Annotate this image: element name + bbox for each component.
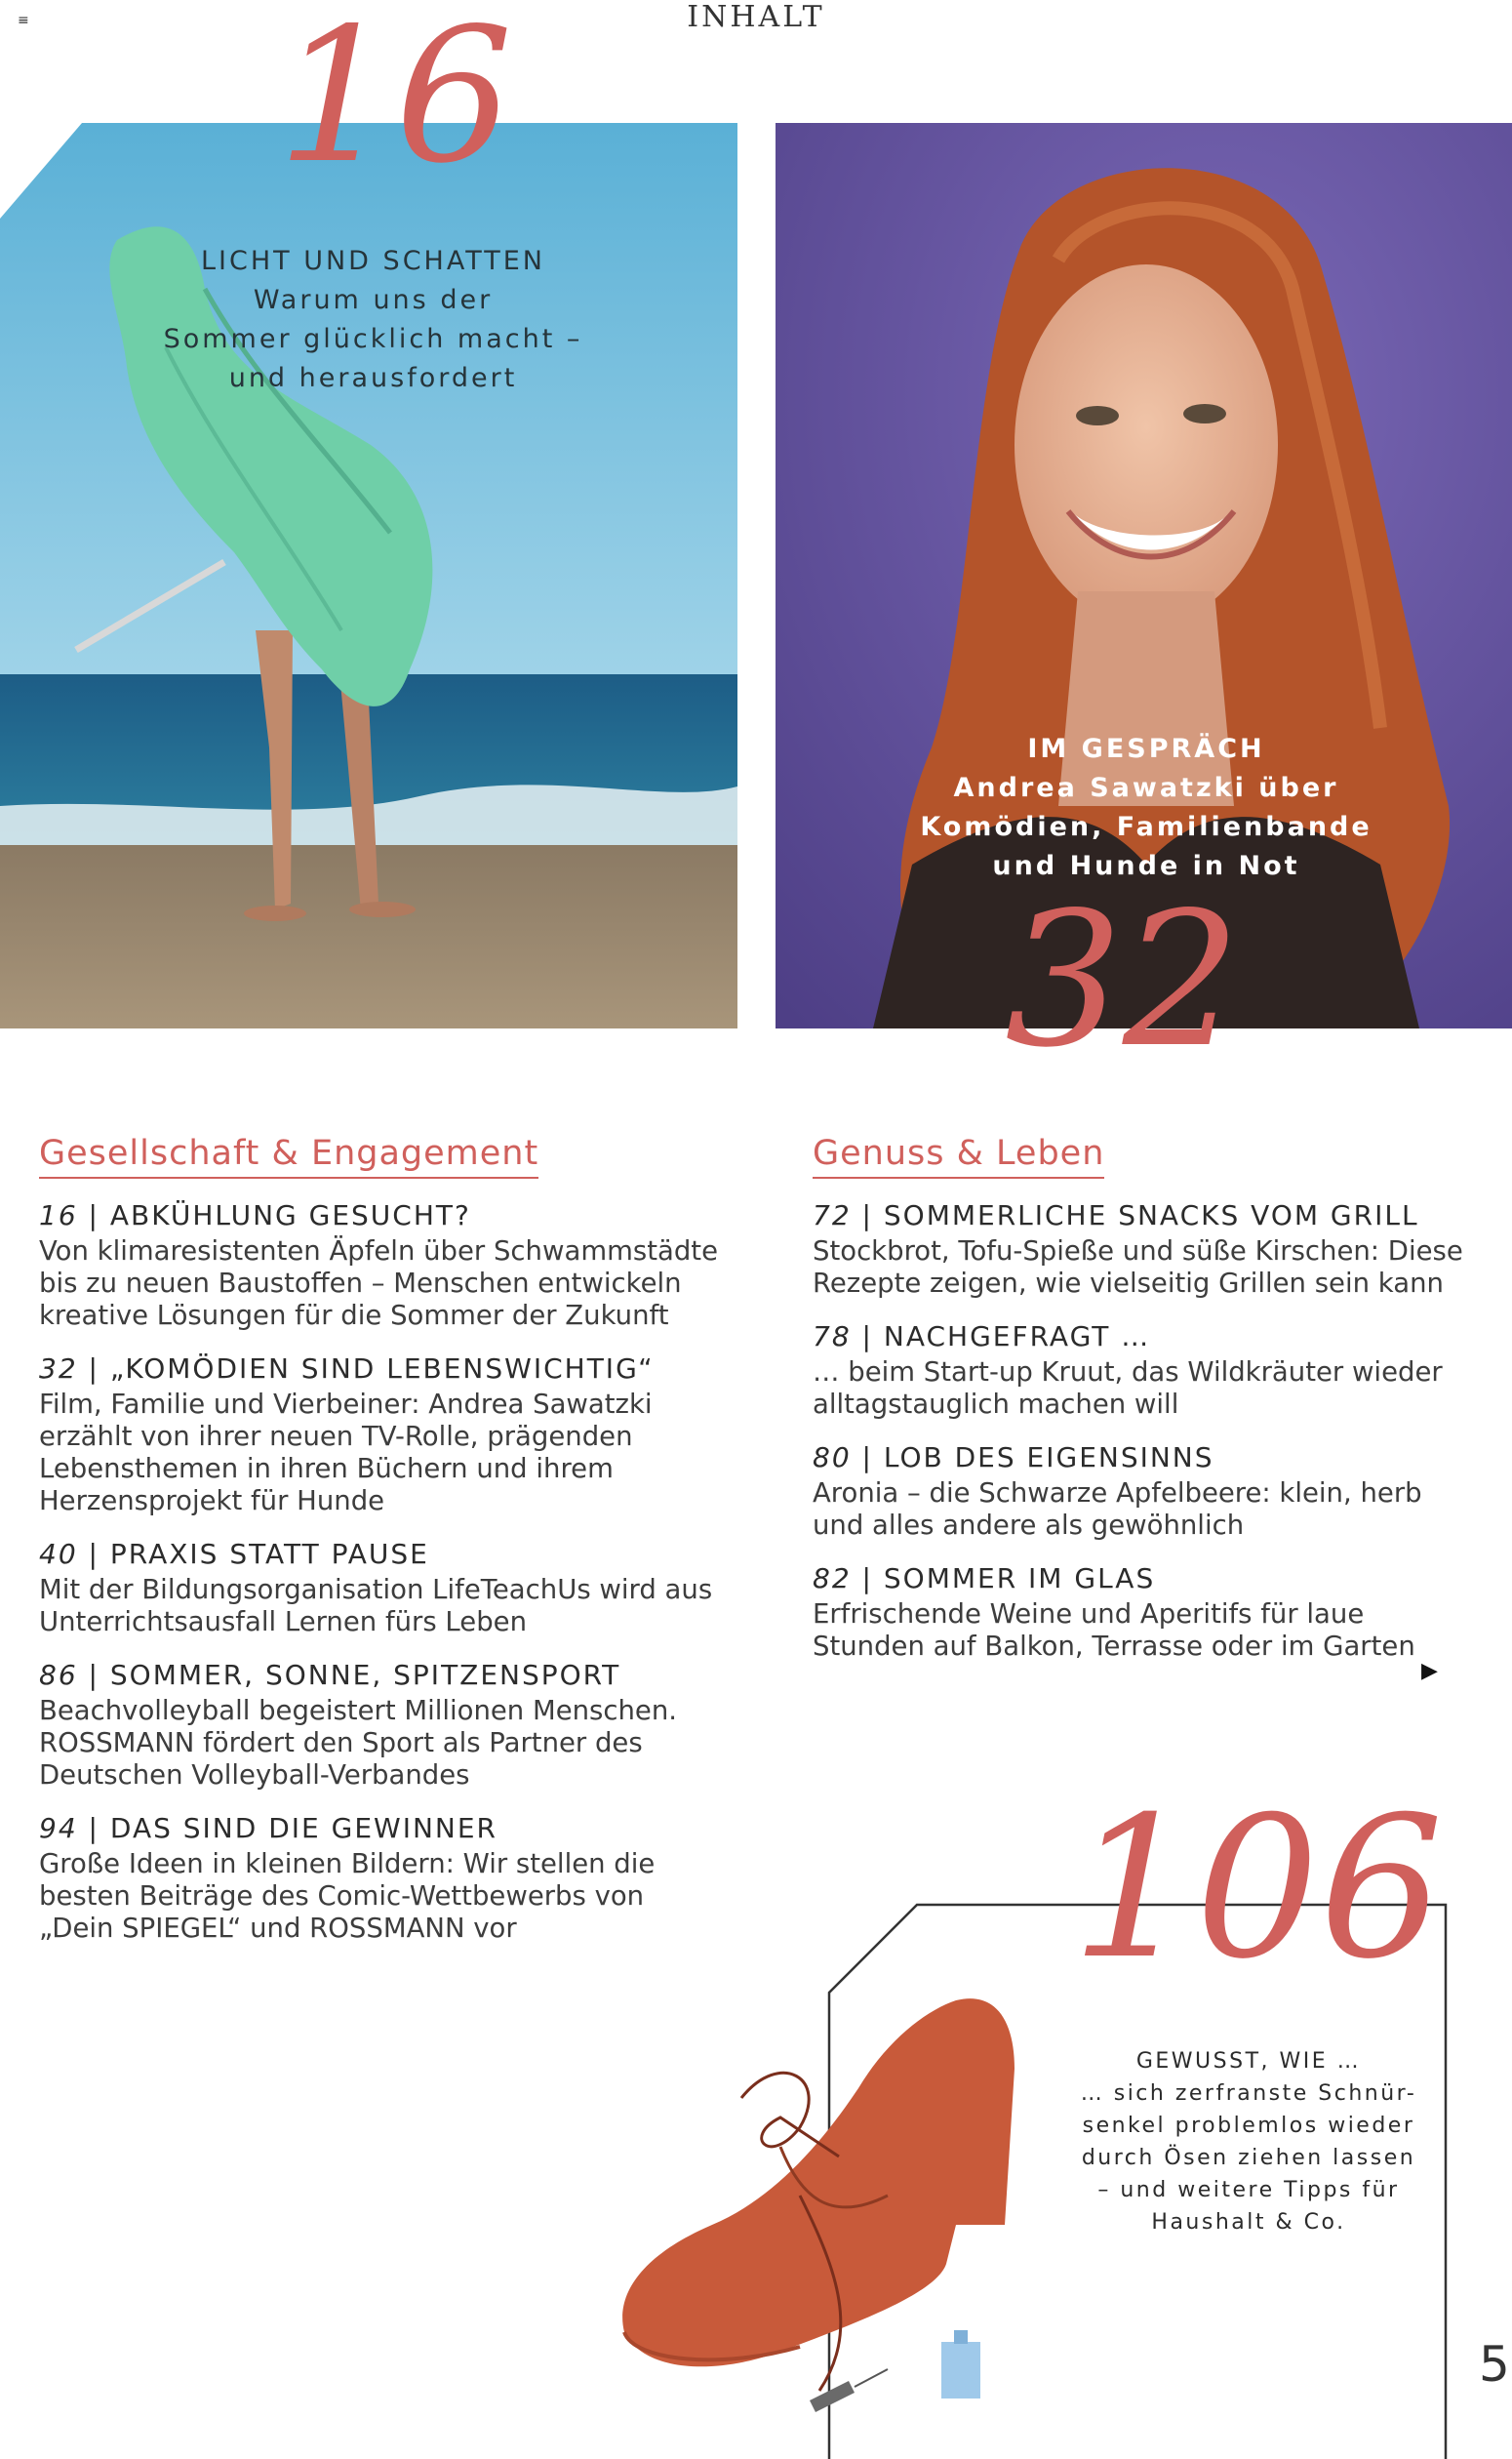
teaser-line: durch Ösen ziehen lassen bbox=[1081, 2146, 1416, 2170]
toc-entry-heading: 86 | SOMMER, SONNE, SPITZENSPORT bbox=[39, 1659, 621, 1691]
menu-icon[interactable]: ≡ bbox=[18, 13, 29, 28]
play-arrow-icon[interactable]: ▶ bbox=[1421, 1659, 1438, 1683]
toc-entry-title: „KOMÖDIEN SIND LEBENSWICHTIG“ bbox=[109, 1352, 655, 1385]
portrait-feature-teaser[interactable] bbox=[897, 730, 1395, 886]
section-title: Gesellschaft & Engagement bbox=[39, 1134, 538, 1179]
teaser-line: Sommer glücklich macht – bbox=[163, 324, 583, 354]
toc-entry[interactable] bbox=[813, 1198, 1476, 1300]
toc-entry-heading: 40 | PRAXIS STATT PAUSE bbox=[39, 1538, 429, 1570]
toc-entry-description: Erfrischende Weine und Aperitifs für laue Stunden auf Balkon, Terrasse oder im Garten bbox=[813, 1598, 1415, 1662]
toc-entry-heading: 16 | ABKÜHLUNG GESUCHT? bbox=[39, 1199, 471, 1231]
toc-entry-title: LOB DES EIGENSINNS bbox=[883, 1441, 1214, 1473]
shoe-feature-teaser[interactable] bbox=[1073, 2045, 1424, 2238]
page-number: 5 bbox=[1479, 2336, 1510, 2393]
feature-page-number: 106 bbox=[1071, 1775, 1444, 2002]
toc-page-number: 80 bbox=[813, 1441, 852, 1473]
toc-entry[interactable] bbox=[813, 1561, 1476, 1663]
toc-entry-title: SOMMER, SONNE, SPITZENSPORT bbox=[109, 1659, 621, 1691]
toc-entry-title: SOMMER IM GLAS bbox=[883, 1562, 1156, 1594]
toc-entry[interactable] bbox=[39, 1351, 722, 1517]
toc-entry[interactable] bbox=[39, 1198, 722, 1332]
teaser-line: Komödien, Familienbande bbox=[920, 812, 1373, 842]
toc-entry-heading: 32 | „KOMÖDIEN SIND LEBENSWICHTIG“ bbox=[39, 1352, 655, 1385]
toc-page-number: 72 bbox=[813, 1199, 852, 1231]
feature-page-number: 32 bbox=[1005, 872, 1241, 1088]
teaser-line: Haushalt & Co. bbox=[1151, 2210, 1346, 2235]
teaser-line: – und weitere Tipps für bbox=[1097, 2178, 1400, 2202]
page-title: INHALT bbox=[687, 0, 825, 34]
section-genuss-leben bbox=[813, 1134, 1476, 1663]
toc-page-number: 32 bbox=[39, 1352, 78, 1385]
teaser-kicker: LICHT UND SCHATTEN bbox=[200, 246, 545, 276]
toc-entry-title: ABKÜHLUNG GESUCHT? bbox=[109, 1199, 471, 1231]
toc-page-number: 86 bbox=[39, 1659, 78, 1691]
toc-page-number: 40 bbox=[39, 1538, 78, 1570]
toc-entry-title: DAS SIND DIE GEWINNER bbox=[109, 1812, 497, 1844]
toc-entry-description: Von klimaresistenten Äpfeln über Schwammstädte bis zu neuen Baustoffen – Menschen entwickeln kreative Lösungen für die Sommer der Zukunft bbox=[39, 1235, 719, 1331]
teaser-line: und herausfordert bbox=[228, 363, 518, 393]
teaser-line: Warum uns der bbox=[253, 285, 494, 315]
toc-entry-title: NACHGEFRAGT … bbox=[883, 1320, 1151, 1352]
toc-entry-title: PRAXIS STATT PAUSE bbox=[109, 1538, 429, 1570]
toc-entry-heading: 82 | SOMMER IM GLAS bbox=[813, 1562, 1156, 1594]
teaser-line: senkel problemlos wieder bbox=[1082, 2114, 1415, 2138]
toc-entry[interactable] bbox=[39, 1658, 722, 1792]
teaser-line: und Hunde in Not bbox=[992, 851, 1300, 881]
toc-entry-description: Stockbrot, Tofu-Spieße und süße Kirschen: Diese Rezepte zeigen, wie vielseitig Grillen sein kann bbox=[813, 1235, 1463, 1299]
toc-entry-description: Film, Familie und Vierbeiner: Andrea Sawatzki erzählt von ihrer neuen TV-Rolle, prägenden Lebensthemen in ihren Büchern und ihrem Herzensprojekt für Hunde bbox=[39, 1389, 653, 1516]
feature-page-number: 16 bbox=[277, 0, 513, 204]
toc-entry-description: Große Ideen in kleinen Bildern: Wir stellen die besten Beiträge des Comic-Wettbewerbs von „Dein SPIEGEL“ und ROSSMANN vor bbox=[39, 1848, 656, 1944]
toc-entry-heading: 72 | SOMMERLICHE SNACKS VOM GRILL bbox=[813, 1199, 1419, 1231]
toc-page-number: 94 bbox=[39, 1812, 78, 1844]
teaser-line: … sich zerfranste Schnür- bbox=[1080, 2081, 1417, 2106]
section-gesellschaft-engagement bbox=[39, 1134, 722, 1945]
toc-entry-description: Aronia – die Schwarze Apfelbeere: klein, herb und alles andere als gewöhnlich bbox=[813, 1477, 1422, 1541]
toc-entry-description: … beim Start-up Kruut, das Wildkräuter wieder alltagstauglich machen will bbox=[813, 1356, 1443, 1420]
toc-entry[interactable] bbox=[39, 1537, 722, 1638]
toc-page-number: 82 bbox=[813, 1562, 852, 1594]
toc-entry-title: SOMMERLICHE SNACKS VOM GRILL bbox=[883, 1199, 1419, 1231]
beach-feature-teaser[interactable] bbox=[117, 242, 629, 398]
toc-entry[interactable] bbox=[813, 1319, 1476, 1421]
toc-page-number: 78 bbox=[813, 1320, 852, 1352]
toc-entry-heading: 94 | DAS SIND DIE GEWINNER bbox=[39, 1812, 497, 1844]
toc-entry-description: Mit der Bildungsorganisation LifeTeachUs wird aus Unterrichtsausfall Lernen fürs Leben bbox=[39, 1574, 713, 1637]
teaser-kicker: IM GESPRÄCH bbox=[1027, 734, 1265, 764]
toc-entry-heading: 78 | NACHGEFRAGT … bbox=[813, 1320, 1151, 1352]
section-title: Genuss & Leben bbox=[813, 1134, 1104, 1179]
teaser-kicker: GEWUSST, WIE … bbox=[1135, 2049, 1362, 2074]
toc-entry-heading: 80 | LOB DES EIGENSINNS bbox=[813, 1441, 1214, 1473]
teaser-line: Andrea Sawatzki über bbox=[953, 773, 1339, 803]
toc-entry-description: Beachvolleyball begeistert Millionen Menschen. ROSSMANN fördert den Sport als Partner des Deutschen Volleyball-Verbandes bbox=[39, 1695, 678, 1791]
toc-entry[interactable] bbox=[813, 1440, 1476, 1542]
toc-page-number: 16 bbox=[39, 1199, 78, 1231]
